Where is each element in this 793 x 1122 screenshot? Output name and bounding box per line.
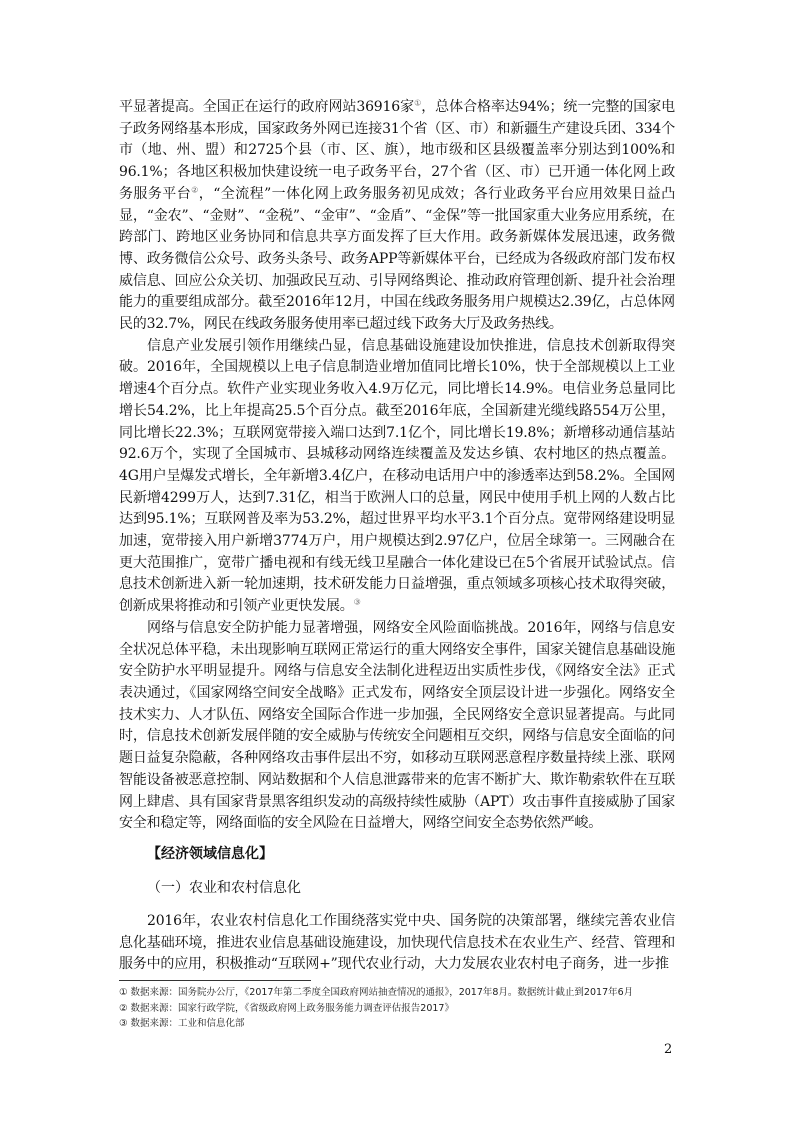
text-run: ，总体合格率达94%；统一完整的国家电子政务网络基本形成，国家政务外网已连接31个省（区、市）和新疆生产建设兵团、334个市（地、州、盟）和2725个县（市、区、旗），地市级和区县级覆盖率分别达到100%和96.1%；各地区积极加快建设统一电子政务平台，27个省（区、市）已开通一体化网上政务服务平台 xyxy=(119,99,675,202)
footnote-ref-3[interactable]: ③ xyxy=(353,597,361,607)
footnote-2: ② 数据来源：国家行政学院，《省级政府网上政务服务能力调查评估报告2017》 xyxy=(119,1002,454,1014)
text-run: 信息产业发展引领作用继续凸显，信息基础设施建设加快推进，信息技术创新取得突破。2016年，全国规模以上电子信息制造业增加值同比增长10%，快于全部规模以上工业增速4个百分点。软件产业实现业务收入4.9万亿元，同比增长14.9%。电信业务总量同比增长54.2%，比上年提高25.5个百分点。截至2016年底，全国新建光缆线路554万公里，同比增长22.3%；互联网宽带接入端口达到7.1亿个，同比增长19.8%；新增移动通信基站92.6万个，实现了全国城市、县城移动网络连续覆盖及发达乡镇、农村地区的热点覆盖。4G用户呈爆发式增长，全年新增3.4亿户，在移动电话用户中的渗透率达到58.2%。全国网民新增4299万人，达到7.31亿，相当于欧洲人口的总量，网民中使用手机上网的人数占比达到95.1%；互联网普及率为53.2%，超过世界平均水平3.1个百分点。宽带网络建设明显加速，宽带接入用户新增3774万户，用户规模达到2.97亿户，位居全球第一。三网融合在更大范围推广，宽带广播电视和有线无线卫星融合一体化建设已在5个省展开试验试点。信息技术创新进入新一轮加速期，技术研发能力日益增强，重点领域多项核心技术取得突破，创新成果将推动和引领产业更快发展。 xyxy=(119,337,675,615)
footnote-3: ③ 数据来源：工业和信息化部 xyxy=(119,1018,245,1029)
paragraph-agriculture: 2016年，农业农村信息化工作围绕落实党中央、国务院的决策部署，继续完善农业信息化基础环境，推进农业信息基础设施建设，加快现代信息技术在农业生产、经营、管理和服务中的应用，积极推动“互联网+”现代农业行动，大力发展农业农村电子商务，进一步推 xyxy=(119,912,675,973)
footnote-divider xyxy=(119,980,311,981)
footnote-ref-2[interactable]: ② xyxy=(191,185,199,195)
page-number: 2 xyxy=(664,1042,673,1057)
page-body xyxy=(119,97,675,976)
footnote-1: ① 数据来源：国务院办公厅，《2017年第二季度全国政府网站抽查情况的通报》，2017年8月。数据统计截止到2017年6月 xyxy=(119,987,634,998)
section-heading: 【经济领域信息化】 xyxy=(147,845,273,862)
text-run: ，“全流程”一体化网上政务服务初见成效；各行业政务平台应用效果日益凸显，“金农”、“金财”、“金税”、“金审”、“金盾”、“金保”等一批国家重大业务应用系统，在跨部门、跨地区业务协同和信息共享方面发挥了巨大作用。政务新媒体发展迅速，政务微博、政务微信公众号、政务头条号、政务APP等新媒体平台，已经成为各级政府部门发布权威信息、回应公众关切、加强政民互动、引导网络舆论、推动政府管理创新、提升社会治理能力的重要组成部分。截至2016年12月，中国在线政务服务用户规模达2.39亿，占总体网民的32.7%，网民在线政务服务使用率已超过线下政务大厅及政务热线。 xyxy=(119,185,676,333)
paragraph-network-security: 网络与信息安全防护能力显著增强，网络安全风险面临挑战。2016年，网络与信息安全状况总体平稳，未出现影响互联网正常运行的重大网络安全事件，国家关键信息基础设施安全防护水平明显提升。网络与信息安全法制化进程迈出实质性步伐，《网络安全法》正式表决通过，《国家网络空间安全战略》正式发布，网络安全顶层设计进一步强化。网络安全技术实力、人才队伍、网络安全国际合作进一步加强，全民网络安全意识显著提高。与此同时，信息技术创新发展伴随的安全威胁与传统安全问题相互交织，网络与信息安全面临的问题日益复杂隐蔽，各种网络攻击事件层出不穷，如移动互联网恶意程序数量持续上涨、联网智能设备被恶意控制、网站数据和个人信息泄露带来的危害不断扩大、欺诈勒索软件在互联网上肆虐、具有国家背景黑客组织发动的高级持续性威胁（APT）攻击事件直接威胁了国家安全和稳定等，网络面临的安全风险在日益增大，网络空间安全态势依然严峻。 xyxy=(119,619,675,832)
paragraph-info-industry xyxy=(119,336,675,618)
subsection-heading: （一）农业和农村信息化 xyxy=(147,879,301,896)
footnote-ref-1[interactable]: ① xyxy=(414,98,422,108)
footnotes xyxy=(119,985,719,1032)
paragraph-egov xyxy=(119,97,675,336)
text-run: 平显著提高。全国正在运行的政府网站36916家 xyxy=(119,99,415,115)
